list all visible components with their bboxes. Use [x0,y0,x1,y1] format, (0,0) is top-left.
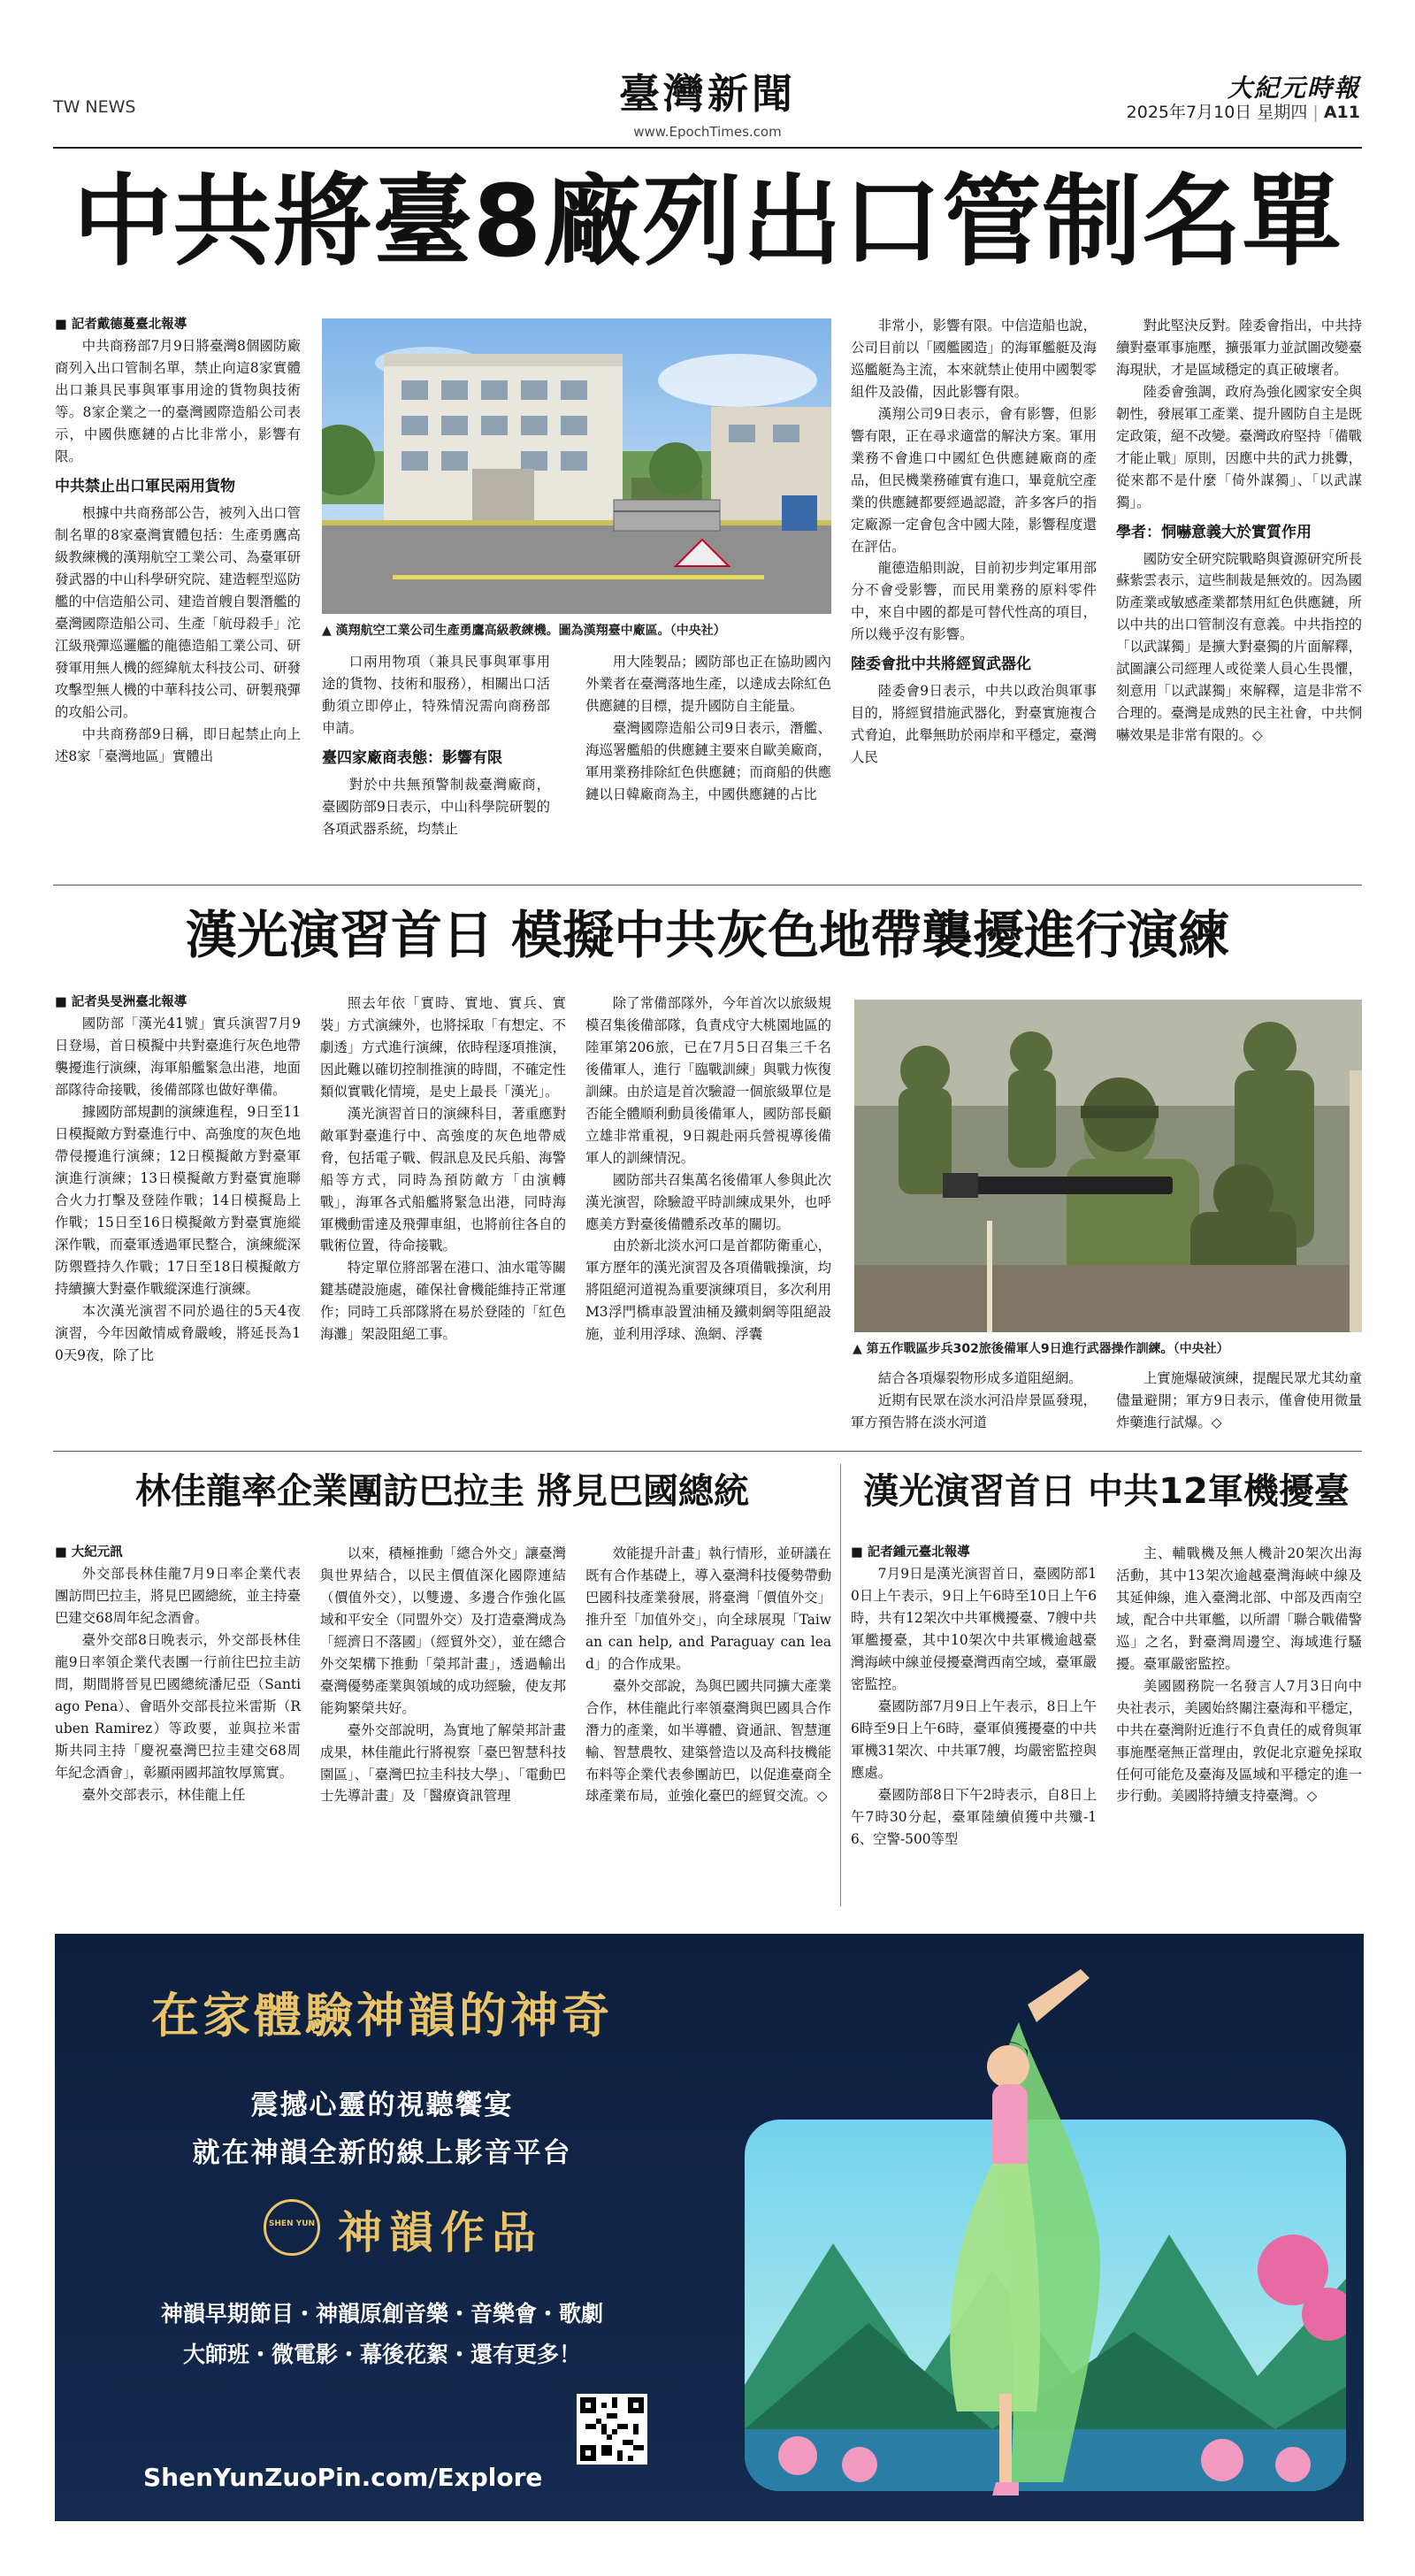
article1-col1-paragraph: 中共商務部7月9日將臺灣8個國防廠商列入出口管制名單，禁止向這8家實體出口兼具民事與軍事用途的貨物與技術等。8家企業之一的臺灣國際造船公司表示，中國供應鏈的占比非常小，影響有限。 [55,338,301,465]
article2-col1-paragraph: 國防部「漢光41號」實兵演習7月9日登場，首日模擬中共對臺進行灰色地帶襲擾進行演練，海軍船艦緊急出港，地面部隊待命接戰，後備部隊也做好準備。 [55,1016,301,1099]
article1-col2-paragraph: 口兩用物項（兼具民事與軍事用途的貨物、技術和服務），相關出口活動須立即停止，特殊情況需向商務部申請。 [322,654,550,736]
ad-line2: 就在神韻全新的線上影音平台 [192,2137,572,2169]
article2-col1-paragraph: 據國防部規劃的演練進程，9日至11日模擬敵方對臺進行中、高強度的灰色地帶侵擾進行演練；12日模擬敵方對臺軍演進行演練；13日模擬敵方對臺實施聯合火力打擊及登陸作戰；14日模擬島上作戰；15日至16日模擬敵方對臺實施縱深作戰，而臺軍透過軍民整合，演練縱深防禦暨持久作戰；17日至18日模擬敵方持續擴大對臺作戰縱深進行演練。 [55,1104,301,1297]
date-text: 2025年7月10日 星期四 [1126,103,1308,122]
ad-line1: 震撼心靈的視聽饗宴 [250,2089,514,2121]
article3-col2-paragraph: 以來，積極推動「總合外交」讓臺灣與世界結合，以民主價值深化國際連結（價值外交），以雙邊、多邊合作強化區域和平安全（同盟外交）及打造臺灣成為「經濟日不落國」（經貿外交），並在總合外交架構下推動「榮邦計畫」，透過輸出臺灣優勢產業與領域的成功經驗，使友邦能夠繁榮共好。 [320,1545,566,1716]
article1-col2-paragraph: 對於中共無預警制裁臺灣廠商，臺國防部9日表示，中山科學院研製的各項武器系統，均禁止 [322,776,550,837]
article2-col2-paragraph: 照去年依「實時、實地、實兵、實裝」方式演練外，也將採取「有想定、不劇透」方式進行演練，依時程逐項推演，因此難以確切控制推演的時間，不確定性類似實戰化情境，是史上最長「漢光」。 [320,995,566,1100]
article1-col3-paragraph: 臺灣國際造船公司9日表示，潛艦、海巡署艦船的供應鏈主要來自歐美廠商，軍用業務排除紅色供應鏈；而商船的供應鏈以日韓廠商為主，中國供應鏈的占比 [585,719,831,802]
article1-col4-paragraph: 非常小，影響有限。中信造船也說，公司目前以「國艦國造」的海軍艦艇及海巡艦艇為主流，本來就禁止使用中國製零組件及設備，因此影響有限。 [851,318,1097,400]
article3-col1-byline: ■ 大紀元訊 [55,1543,301,1563]
article1-col4-paragraph: 龍德造船則說，目前初步判定軍用部分不會受影響，而民用業務的原料零件中，來自中國的都是可替代性高的項目，所以幾乎沒有影響。 [851,560,1097,643]
article2-col1-byline: ■ 記者吳旻洲臺北報導 [55,993,301,1013]
article3-col1-paragraph: 臺外交部表示，林佳龍上任 [81,1787,246,1804]
article3-col1-paragraph: 臺外交部8日晚表示，外交部長林佳龍9日率領企業代表團一行前往巴拉圭訪問，期間將晉見巴國總統潘尼亞（Santiago Pena）、會晤外交部長拉米雷斯（Ruben Ramirez）等政要，並與拉米雷斯共同主持「慶祝臺灣巴拉圭建交68周年紀念酒會」，彰顯兩國邦誼牧厚篤實。 [55,1632,301,1782]
paper-logo: 大紀元時報 [1227,73,1360,103]
ad-title: 在家體驗神韻的神奇 [151,1988,613,2043]
article2-col4-paragraph: 近期有民眾在淡水河沿岸景區發現，軍方預告將在淡水河道 [851,1392,1097,1430]
article1-col4-paragraph: 陸委會9日表示，中共以政治與軍事目的，將經貿措施武器化，對臺實施複合式脅迫，此舉無助於兩岸和平穩定，臺灣人民 [851,683,1097,766]
article1-col1 [55,315,301,768]
article1-col3-paragraph: 用大陸製品；國防部也正在協助國內外業者在臺灣落地生產，以達成去除紅色供應鏈的目標，提升國防自主能量。 [585,654,831,714]
shenyun-seal-logo [264,2199,320,2256]
article1-col4 [851,315,1097,769]
article1-col5-paragraph: 對此堅決反對。陸委會指出，中共持續對臺軍事施壓，擴張軍力並試圖改變臺海現狀，才是區域穩定的真正破壞者。 [1116,318,1362,378]
article1-col2-subheading: 臺四家廠商表態：影響有限 [322,748,502,767]
article2-photo-caption: ▲ 第五作戰區步兵302旅後備軍人9日進行武器操作訓練。（中央社） [853,1339,1365,1357]
issue-date [1127,99,1360,123]
article1-col5 [1116,315,1362,747]
article1-headline: 中共將臺8廠列出口管制名單 [73,165,1342,280]
article2-headline: 漢光演習首日 模擬中共灰色地帶襲擾進行演練 [185,905,1230,965]
shenyun-ad[interactable] [55,1934,1364,2521]
article2-col1 [55,993,301,1367]
article4-col2-paragraph: 主、輔戰機及無人機計20架次出海活動，其中13架次逾越臺灣海峽中線及其延伸線，進入臺灣北部、中部及西南空域，配合中共軍艦，以所謂「聯合戰備警巡」之名，對臺灣周邊空、海域進行騷擾。臺軍嚴密監控。 [1116,1545,1362,1672]
article2-col5 [1116,1368,1362,1434]
article3-col3 [585,1543,831,1807]
article1-bottom-rule [53,885,1362,886]
article1-photo-caption: ▲ 漢翔航空工業公司生產勇鷹高級教練機。圖為漢翔臺中廠區。（中央社） [322,621,853,639]
aidc-building-photo [322,318,831,614]
seal-text: SHEN YUN [268,2220,316,2228]
article2-photo [854,1000,1362,1332]
ad-dancer-figure [904,1951,1134,2518]
ad-brand-name: 神韻作品 [338,2206,543,2258]
article1-photo [322,318,831,614]
article1-col2 [322,651,550,840]
section-label: TW NEWS [53,97,136,117]
article2-col2-paragraph: 漢光演習首日的演練科目，著重應對敵軍對臺進行中、高強度的灰色地帶威脅，包括電子戰、假訊息及民兵船、海警船等方式，同時為預防敵方「由演轉戰」，海軍各式船艦將緊急出港，同時海軍機動雷達及飛彈車組，也將前往各自的戰術位置，待命接戰。 [320,1105,566,1254]
article4-headline: 漢光演習首日 中共12軍機擾臺 [863,1471,1350,1512]
article1-col1-subheading: 中共禁止出口軍民兩用貨物 [55,478,235,496]
column-divider [840,1464,841,1906]
article1-col4-paragraph: 漢翔公司9日表示，會有影響，但影響有限，正在尋求適當的解決方案。軍用業務不會進口中國紅色供應鏈廠商的產品，但民機業務確實有進口，畢竟航空產業的供應鏈都要經過認證，許多客戶的指定廠源一定會包含中國大陸，影響程度還在評估。 [851,405,1097,555]
article4-col1-paragraph: 7月9日是漢光演習首日，臺國防部10日上午表示，9日上午6時至10日上午6時，共有12架次中共軍機擾臺、7艘中共軍艦擾臺，其中10架次中共軍機逾越臺灣海峽中線並侵擾臺灣西南空域，臺軍嚴密監控。 [851,1566,1097,1693]
article2-col1-paragraph: 本次漢光演習不同於過往的5天4夜演習，今年因敵情威脅嚴峻，將延長為10天9夜，除了比 [55,1302,301,1363]
article2-col2-paragraph: 特定單位將部署在港口、油水電等關鍵基礎設施處，確保社會機能維持正常運作；同時工兵部隊將在易於登陸的「紅色海灘」架設阻絕工事。 [320,1260,566,1343]
article2-col4-paragraph: 結合各項爆裂物形成多道阻絕網。 [877,1370,1082,1386]
article4-col1-paragraph: 臺國防部7月9日上午表示，8日上午6時至9日上午6時，臺軍偵獲擾臺的中共軍機31架次、中共軍7艘，均嚴密監控與應處。 [851,1698,1097,1782]
qr-code[interactable] [577,2394,647,2465]
article1-col1-byline: ■ 記者戴德蔓臺北報導 [55,315,301,335]
website-url: www.EpochTimes.com [633,124,782,140]
page-number: A11 [1323,103,1360,122]
ad-url-link[interactable]: ShenYunZuoPin.com/Explore [143,2463,543,2492]
article2-col4 [851,1368,1097,1434]
article1-col1-paragraph: 根據中共商務部公告，被列入出口管制名單的8家臺灣實體包括：生產勇鷹高級教練機的漢翔航空工業公司、為臺軍研發武器的中山科學研究院、建造輕型巡防艦的中信造船公司、建造首艘自製潛艦的臺灣國際造船公司、生產「航母殺手」沱江級飛彈巡邏艦的龍德造船工業公司、研發軍用無人機的經緯航太科技公司、研發攻擊型無人機的中華科技公司、研製飛彈的攻船公司。 [55,505,301,720]
qr-code-pattern [580,2397,644,2461]
article1-col3 [585,651,831,806]
article1-col4-subheading: 陸委會批中共將經貿武器化 [851,656,1031,674]
article4-col1-paragraph: 臺國防部8日下午2時表示，自8日上午7時30分起，臺軍陸續偵獲中共殲-16、空警-500等型 [851,1787,1097,1847]
article3-col1 [55,1543,301,1806]
article3-col1-paragraph: 外交部長林佳龍7月9日率企業代表團訪問巴拉圭，將見巴國總統，並主持臺巴建交68周年紀念酒會。 [55,1566,301,1627]
article1-col5-paragraph: 陸委會強調，政府為強化國家安全與韌性，發展軍工產業、提升國防自主是既定政策，絕不改變。臺灣政府堅持「備戰才能止戰」原則，因應中共的武力挑釁，從來都不是什麼「倚外謀獨」、「以武謀獨」。 [1116,383,1362,510]
article3-headline: 林佳龍率企業團訪巴拉圭 將見巴國總統 [135,1471,749,1512]
reservists-training-photo [854,1000,1362,1332]
article1-col5-subheading: 學者：恫嚇意義大於實質作用 [1116,523,1312,541]
article3-col2-paragraph: 臺外交部說明，為實地了解榮邦計畫成果，林佳龍此行將視察「臺巴智慧科技園區」、「臺灣巴拉圭科技大學」、「電動巴士先導計畫」及「醫療資訊管理 [320,1721,566,1805]
article1-col1-paragraph: 中共商務部9日稱，即日起禁止向上述8家「臺灣地區」實體出 [55,725,301,764]
ad-features-2: 大師班・微電影・幕後花絮・還有更多！ [182,2342,581,2367]
article3-col3-paragraph: 臺外交部說，為與巴國共同擴大產業合作，林佳龍此行率領臺灣與巴國具合作潛力的產業，如半導體、資通訊、智慧運輸、智慧農牧、建築營造以及高科技機能布料等企業代表參團訪巴，以促進臺商全球產業布局，並強化臺巴的經貿交流。◇ [585,1677,831,1805]
article2-col3-paragraph: 由於新北淡水河口是首都防衛重心，軍方歷年的漢光演習及各項備戰操演，均將阻絕河道視為重要演練項目，多次利用M3浮門橋車設置油桶及鐵刺網等阻絕設施，並利用浮球、漁網、浮囊 [585,1238,831,1343]
article2-col2 [320,993,566,1346]
section-title: 臺灣新聞 [619,70,796,118]
article1-col5-paragraph: 國防安全研究院戰略與資源研究所長蘇紫雲表示，這些制裁是無效的。因為國防產業或敏感產業都禁用紅色供應鏈，所以中共的出口管制沒有意義。中共指控的「以武謀獨」是擴大對臺獨的片面解釋，試圖讓公司經理人或從業人員心生畏懼，刻意用「以武謀獨」來解釋，這是非常不合理的。臺灣是成熟的民主社會，中共恫嚇效果是非常有限的。◇ [1116,550,1362,744]
article3-col3-paragraph: 效能提升計畫」執行情形，並研議在既有合作基礎上，導入臺灣科技優勢帶動巴國科技產業發展，將臺灣「價值外交」推升至「加值外交」，向全球展現「Taiwan can help, and Paraguay can lead」的合作成果。 [585,1545,831,1672]
article2-col3-paragraph: 國防部共召集萬名後備軍人參與此次漢光演習，除驗證平時訓練成果外，也呼應美方對臺後備體系改革的關切。 [585,1171,831,1232]
ad-features-1: 神韻早期節目・神韻原創音樂・音樂會・歌劇 [160,2301,603,2327]
article2-col5-paragraph: 上實施爆破演練，提醒民眾尤其幼童儘量避開；軍方9日表示，僅會使用微量炸藥進行試爆。◇ [1116,1370,1362,1430]
article2-bottom-rule [53,1451,1362,1452]
masthead-rule [53,147,1362,149]
article4-col1-byline: ■ 記者鍾元臺北報導 [851,1543,1097,1563]
article4-col2 [1116,1543,1362,1807]
article2-col3 [585,993,831,1346]
article4-col2-paragraph: 美國國務院一名發言人7月3日向中央社表示，美國始終關注臺海和平穩定，中共在臺灣附近進行不負責任的威脅與軍事施壓毫無正當理由，敦促北京避免採取任何可能危及臺海及區域和平穩定的進一步行動。美國將持續支持臺灣。◇ [1116,1677,1362,1805]
article2-col3-paragraph: 除了常備部隊外，今年首次以旅級規模召集後備部隊，負責戍守大桃園地區的陸軍第206旅，已在7月5日召集三千名後備軍人，進行「臨戰訓練」與戰力恢復訓練。由於這是首次驗證一個旅級單位是否能全體順利動員後備軍人，國防部長顧立雄非常重視，9日親赴兩兵營視導後備軍人的訓練情況。 [585,995,831,1166]
article4-col1 [851,1543,1097,1851]
date-page-separator: | [1312,103,1319,122]
article3-col2 [320,1543,566,1807]
